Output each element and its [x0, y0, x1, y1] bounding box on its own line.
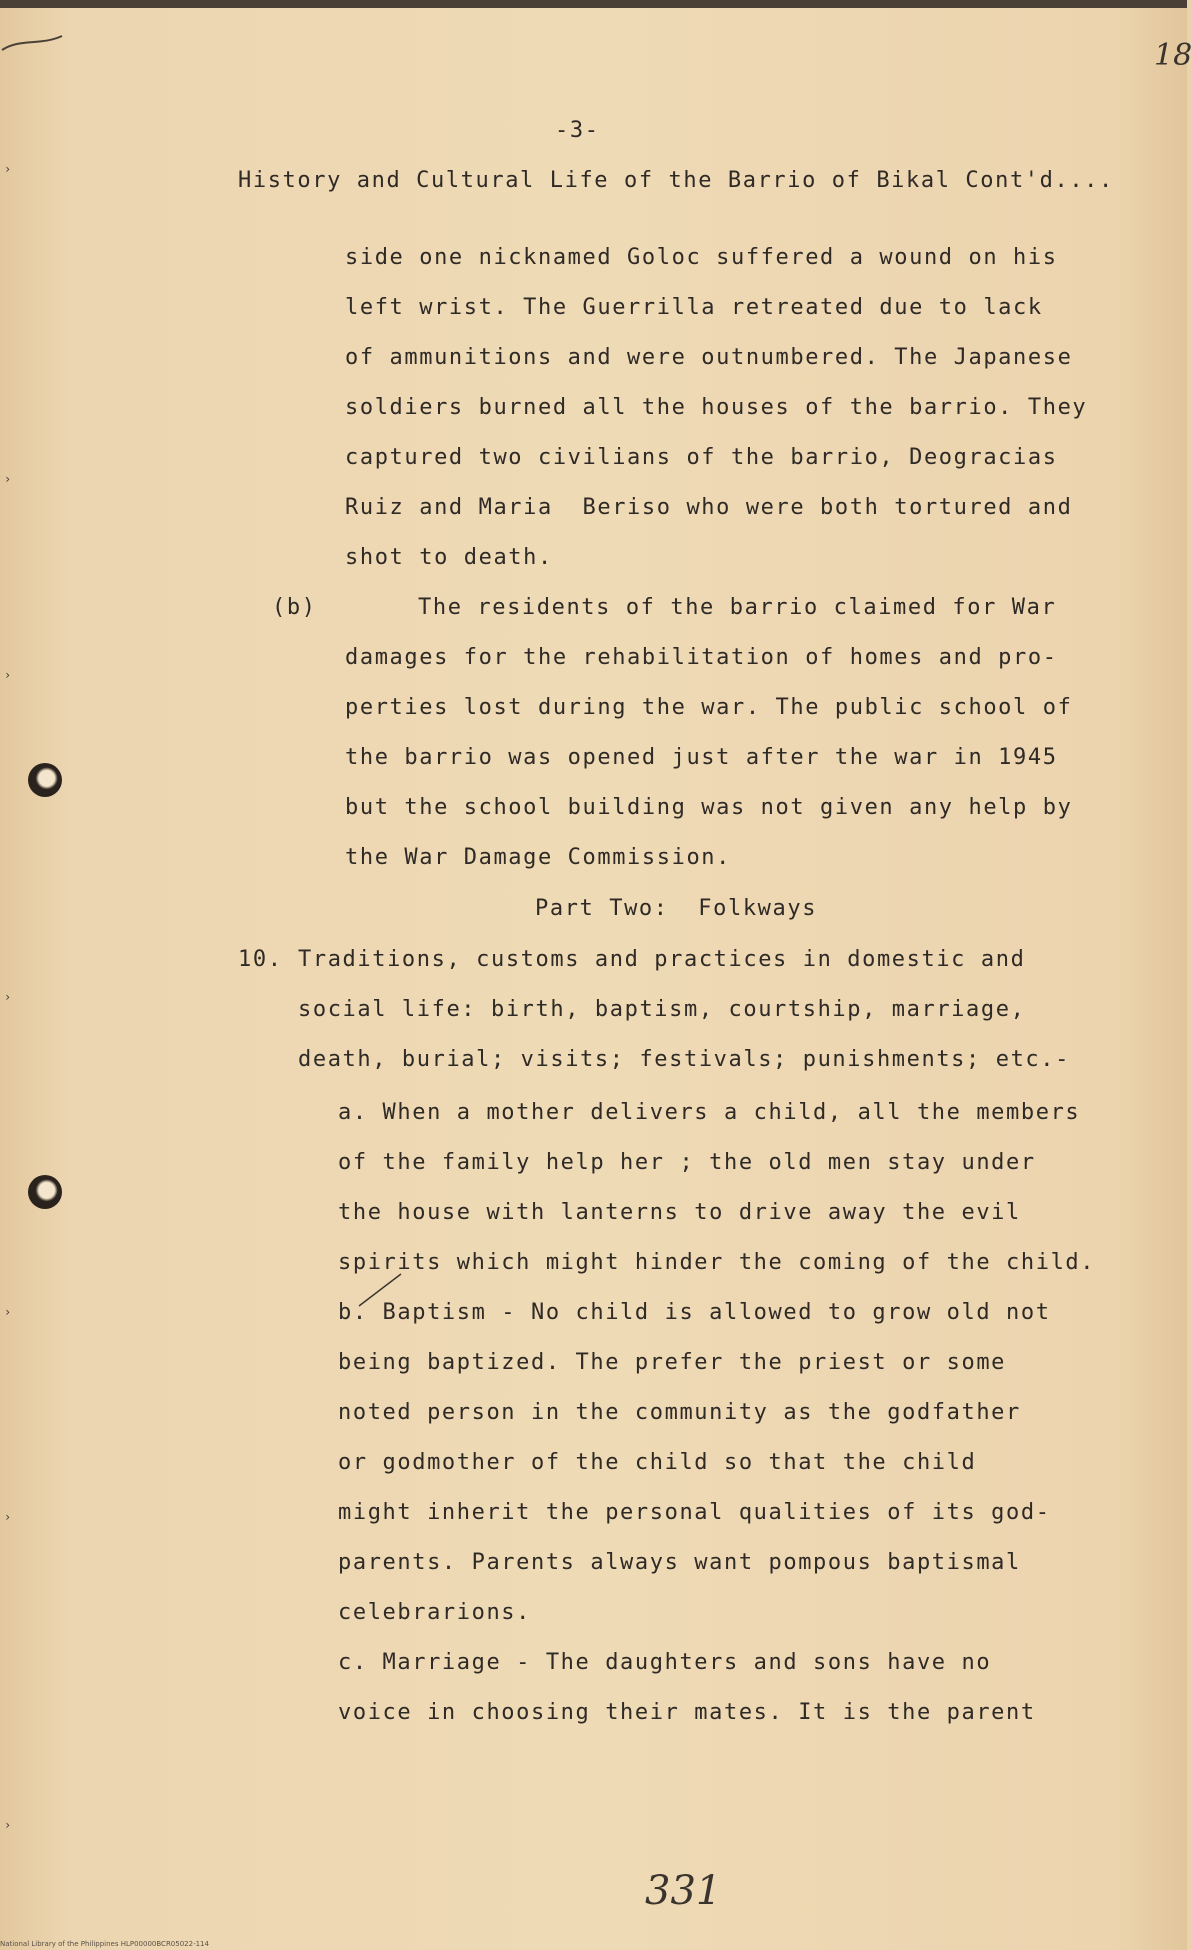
edge-mark: ›: [4, 162, 12, 176]
text-line: the house with lanterns to drive away the evil: [338, 1200, 1021, 1225]
text-line: parents. Parents always want pompous baptismal: [338, 1550, 1021, 1575]
edge-mark: ›: [4, 668, 12, 682]
text-line: Ruiz and Maria Beriso who were both tortured and: [345, 495, 1073, 520]
text-line: voice in choosing their mates. It is the parent: [338, 1700, 1036, 1725]
binder-hole: [28, 763, 62, 797]
pencil-scribble: [0, 32, 66, 56]
running-header: History and Cultural Life of the Barrio of Bikal Cont'd....: [238, 168, 1114, 193]
text-line: the barrio was opened just after the war in 1945: [345, 745, 1058, 770]
edge-mark: ›: [4, 1818, 12, 1832]
page-number: -3-: [555, 118, 600, 143]
text-line: soldiers burned all the houses of the barrio. They: [345, 395, 1088, 420]
text-line: shot to death.: [345, 545, 553, 570]
text-line: spirits which might hinder the coming of the child.: [338, 1250, 1096, 1275]
scan-top-edge: [0, 0, 1187, 8]
text-line: might inherit the personal qualities of its god-: [338, 1500, 1051, 1525]
text-line: a. When a mother delivers a child, all the members: [338, 1100, 1081, 1125]
handwritten-folio-number: 18: [1154, 38, 1192, 73]
text-line: being baptized. The prefer the priest or some: [338, 1350, 1007, 1375]
text-line: death, burial; visits; festivals; punishments; etc.-: [298, 1047, 1070, 1072]
text-line: captured two civilians of the barrio, Deogracias: [345, 445, 1058, 470]
edge-mark: ›: [4, 990, 12, 1004]
text-line: Traditions, customs and practices in domestic and: [298, 947, 1026, 972]
text-line: celebrarions.: [338, 1600, 531, 1625]
text-line: c. Marriage - The daughters and sons have no: [338, 1650, 992, 1675]
edge-mark: ›: [4, 472, 12, 486]
edge-mark: ›: [4, 1305, 12, 1319]
binder-hole: [28, 1175, 62, 1209]
item-number-10: 10.: [238, 947, 283, 972]
handwritten-page-number: 331: [645, 1868, 722, 1914]
text-line: noted person in the community as the godfather: [338, 1400, 1021, 1425]
edge-mark: ›: [4, 1510, 12, 1524]
scan-footer: National Library of the Philippines HLP00000BCR05022-114: [0, 1940, 209, 1948]
text-line: social life: birth, baptism, courtship, marriage,: [298, 997, 1026, 1022]
text-line: the War Damage Commission.: [345, 845, 731, 870]
text-line: of ammunitions and were outnumbered. The Japanese: [345, 345, 1073, 370]
text-line: or godmother of the child so that the child: [338, 1450, 977, 1475]
text-line: damages for the rehabilitation of homes and pro-: [345, 645, 1058, 670]
text-line: The residents of the barrio claimed for War: [418, 595, 1057, 620]
text-line: perties lost during the war. The public school of: [345, 695, 1073, 720]
text-line: of the family help her ; the old men stay under: [338, 1150, 1036, 1175]
text-line: but the school building was not given any help by: [345, 795, 1073, 820]
pen-slash-mark: [355, 1272, 405, 1308]
text-line: side one nicknamed Goloc suffered a wound on his: [345, 245, 1058, 270]
text-line: b. Baptism - No child is allowed to grow old not: [338, 1300, 1051, 1325]
text-line: left wrist. The Guerrilla retreated due to lack: [345, 295, 1043, 320]
item-marker-b: (b): [272, 595, 317, 620]
section-heading: Part Two: Folkways: [535, 896, 818, 921]
